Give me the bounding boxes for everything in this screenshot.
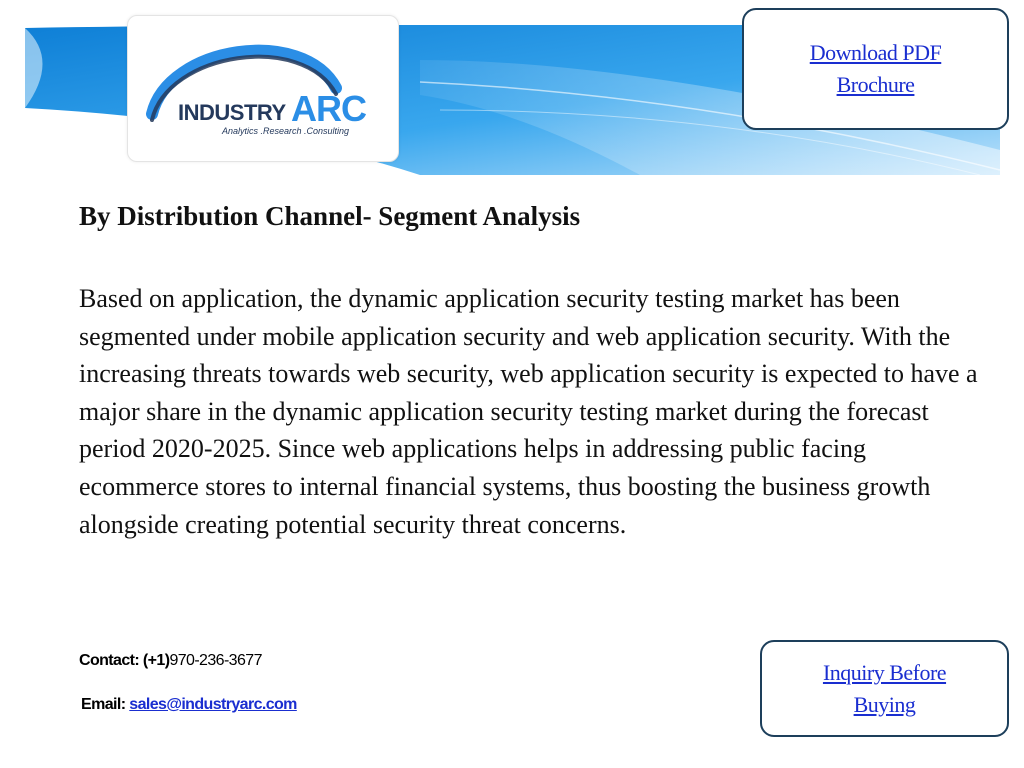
contact-number: 970-236-3677 (169, 652, 262, 669)
logo-brand-accent: ARC (291, 88, 366, 129)
company-logo (127, 15, 399, 162)
section-heading: By Distribution Channel- Segment Analysis (79, 201, 581, 231)
logo-arc-icon (128, 16, 398, 161)
email-label: Email: (81, 696, 126, 713)
download-pdf-line2: Brochure (836, 72, 915, 97)
contact-label: Contact: (+1) (79, 652, 170, 669)
email-line (81, 694, 297, 716)
inquiry-line2: Buying (853, 691, 916, 717)
email-link[interactable]: sales@industryarc.com (129, 696, 297, 713)
body-paragraph: Based on application, the dynamic application security testing market has been segmented under mobile application security and web application security. With the increasing threats towards web security, web application security is expected to have a major share in the dynamic application security testing market during the forecast period 2020-2025. Since web applications helps in addressing public facing ecommerce stores to internal financial systems, thus boosting the business growth alongside creating potential security threat concerns. (79, 284, 978, 539)
inquiry-box (760, 640, 1009, 737)
inquiry-before-buying-link[interactable] (823, 657, 946, 721)
download-pdf-box (742, 8, 1009, 130)
inquiry-line1: Inquiry Before (822, 659, 947, 685)
logo-brand-word: INDUSTRY (178, 100, 286, 125)
logo-tagline: Analytics .Research .Consulting (222, 126, 350, 136)
download-pdf-link[interactable] (810, 37, 942, 101)
contact-line (79, 650, 262, 672)
download-pdf-line1: Download PDF (809, 40, 942, 65)
